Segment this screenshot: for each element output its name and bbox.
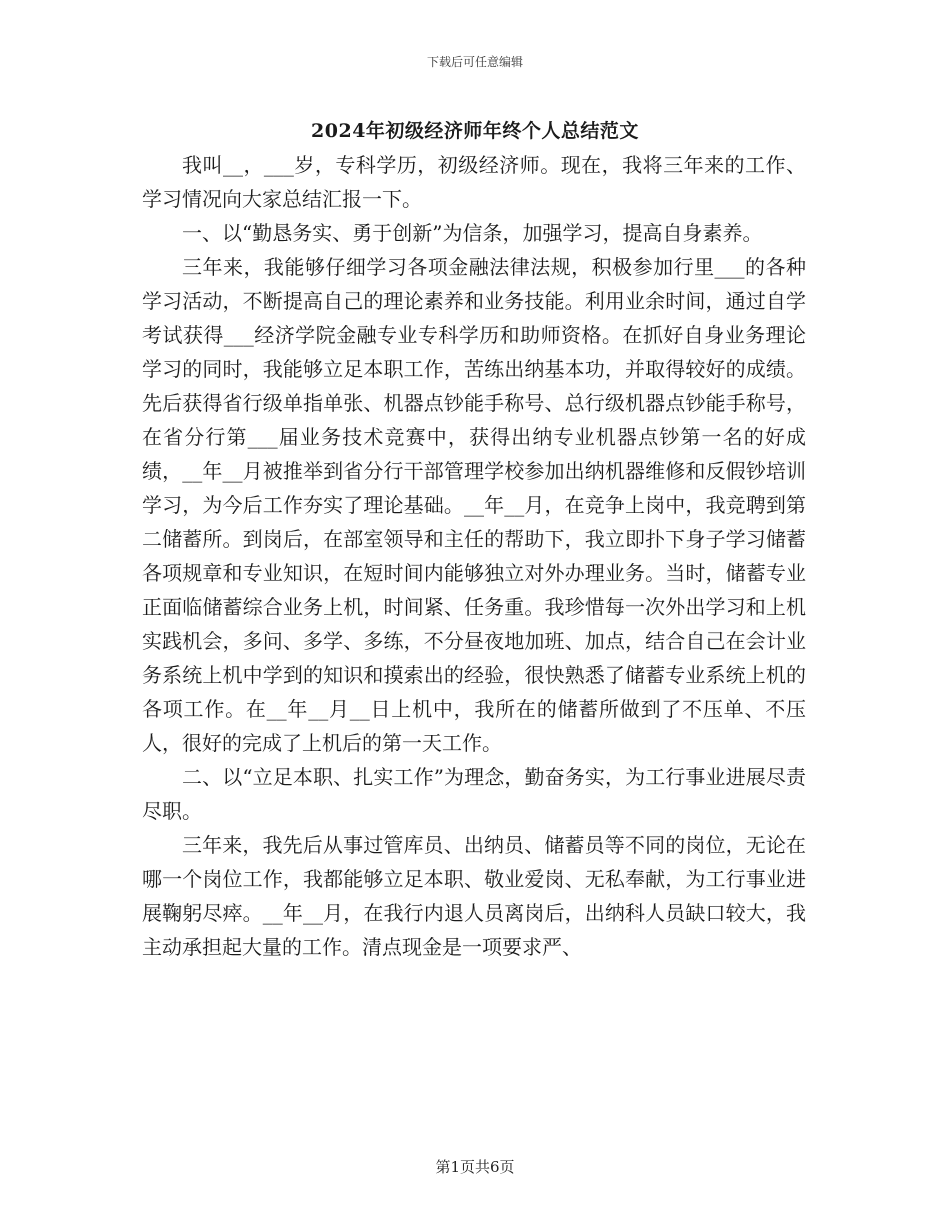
paragraph-section-one-heading: 一、以“勤恳务实、勇于创新”为信条，加强学习，提高自身素养。 <box>182 221 763 245</box>
paragraph-intro: 我叫__，___岁，专科学历，初级经济师。现在，我将三年来的工作、学习情况向大家总结汇报一下。 <box>142 153 806 211</box>
page-number: 第1页共6页 <box>435 1158 515 1176</box>
paragraph-section-one-body: 三年来，我能够仔细学习各项金融法律法规，积极参加行里___的各种学习活动，不断提高自己的理论素养和业务技能。利用业余时间，通过自学考试获得___经济学院金融专业专科学历和助师资格。在抓好自身业务理论学习的同时，我能够立足本职工作，苦练出纳基本功，并取得较好的成绩。先后获得省行级单指单张、机器点钞能手称号、总行级机器点钞能手称号，在省分行第___届业务技术竞赛中，获得出纳专业机器点钞第一名的好成绩，__年__月被推举到省分行干部管理学校参加出纳机器维修和反假钞培训学习，为今后工作夯实了理论基础。__年__月，在竞争上岗中，我竞聘到第二储蓄所。到岗后，在部室领导和主任的帮助下，我立即扑下身子学习储蓄各项规章和专业知识，在短时间内能够独立对外办理业务。当时，储蓄专业正面临储蓄综合业务上机，时间紧、任务重。我珍惜每一次外出学习和上机实践机会，多问、多学、多练，不分昼夜地加班、加点，结合自己在会计业务系统上机中学到的知识和摸索出的经验，很快熟悉了储蓄专业系统上机的各项工作。在__年__月__日上机中，我所在的储蓄所做到了不压单、不压人，很好的完成了上机后的第一天工作。 <box>142 255 806 755</box>
paragraph-section-two-heading: 二、以“立足本职、扎实工作”为理念，勤奋务实，为工行事业进展尽责尽职。 <box>142 765 806 823</box>
paragraph-section-two-body: 三年来，我先后从事过管库员、出纳员、储蓄员等不同的岗位，无论在哪一个岗位工作，我都能够立足本职、敬业爱岗、无私奉献，为工行事业进展鞠躬尽瘁。__年__月，在我行内退人员离岗后，出纳科人员缺口较大，我主动承担起大量的工作。清点现金是一项要求严、 <box>142 833 806 959</box>
document-title: 2024年初级经济师年终个人总结范文 <box>311 120 639 142</box>
document-body <box>142 148 806 964</box>
header-note: 下载后可任意编辑 <box>426 55 523 69</box>
